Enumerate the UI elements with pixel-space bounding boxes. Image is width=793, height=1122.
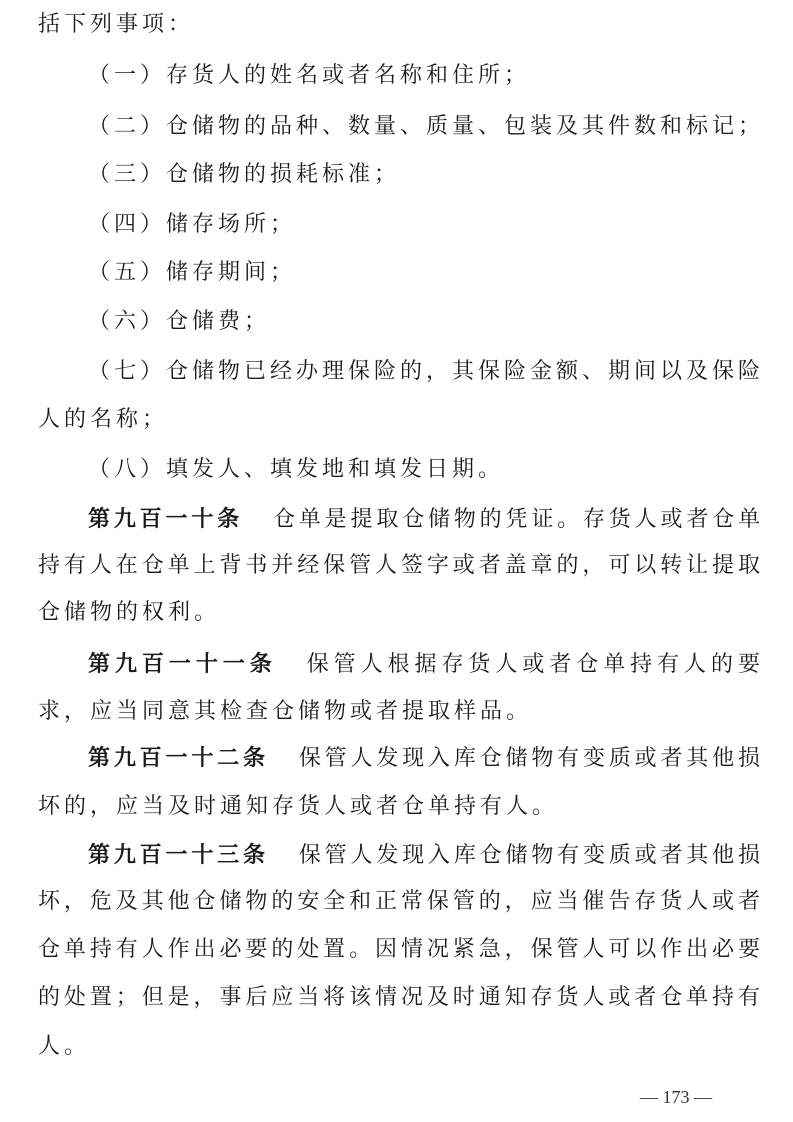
article-912-line: 坏的，应当及时通知存货人或者仓单持有人。	[38, 794, 559, 819]
article-913-first-line	[88, 841, 760, 871]
article-913-text: 保管人发现入库仓储物有变质或者其他损	[298, 843, 760, 868]
text-line: 括下列事项：	[38, 12, 195, 37]
article-911-text: 保管人根据存货人或者仓单持有人的要	[306, 652, 760, 677]
article-910-heading: 第九百一十条	[88, 507, 243, 532]
list-item-7-continued: 人的名称；	[38, 407, 169, 432]
page-number: — 173 —	[640, 1087, 712, 1107]
article-913-line: 的处置；但是，事后应当将该情况及时通知存货人或者仓单持有	[38, 985, 760, 1010]
article-910-first-line	[88, 505, 760, 535]
article-913-heading: 第九百一十三条	[88, 843, 269, 868]
list-item-2: （二）仓储物的品种、数量、质量、包装及其件数和标记；	[88, 114, 760, 139]
article-913-line: 仓单持有人作出必要的处置。因情况紧急，保管人可以作出必要	[38, 937, 760, 962]
article-910-line: 持有人在仓单上背书并经保管人签字或者盖章的，可以转让提取	[38, 553, 760, 578]
article-912-text: 保管人发现入库仓储物有变质或者其他损	[298, 746, 760, 771]
article-911-heading: 第九百一十一条	[88, 652, 277, 677]
article-913-line: 坏，危及其他仓储物的安全和正常保管的，应当催告存货人或者	[38, 889, 760, 914]
list-item-1: （一）存货人的姓名或者名称和住所；	[88, 63, 531, 88]
article-912-heading: 第九百一十二条	[88, 746, 269, 771]
article-913-line: 人。	[38, 1034, 91, 1059]
list-item-8: （八）填发人、填发地和填发日期。	[88, 457, 505, 482]
article-910-text: 仓单是提取仓储物的凭证。存货人或者仓单	[273, 507, 760, 532]
article-911-first-line	[88, 650, 760, 680]
article-911-line: 求，应当同意其检查仓储物或者提取样品。	[38, 699, 533, 724]
article-912-first-line	[88, 744, 760, 774]
list-item-6: （六）仓储费；	[88, 309, 271, 334]
list-item-3: （三）仓储物的损耗标准；	[88, 162, 401, 187]
list-item-5: （五）储存期间；	[88, 260, 297, 285]
list-item-7: （七）仓储物已经办理保险的，其保险金额、期间以及保险	[88, 359, 760, 384]
list-item-4: （四）储存场所；	[88, 212, 297, 237]
article-910-line: 仓储物的权利。	[38, 600, 221, 625]
